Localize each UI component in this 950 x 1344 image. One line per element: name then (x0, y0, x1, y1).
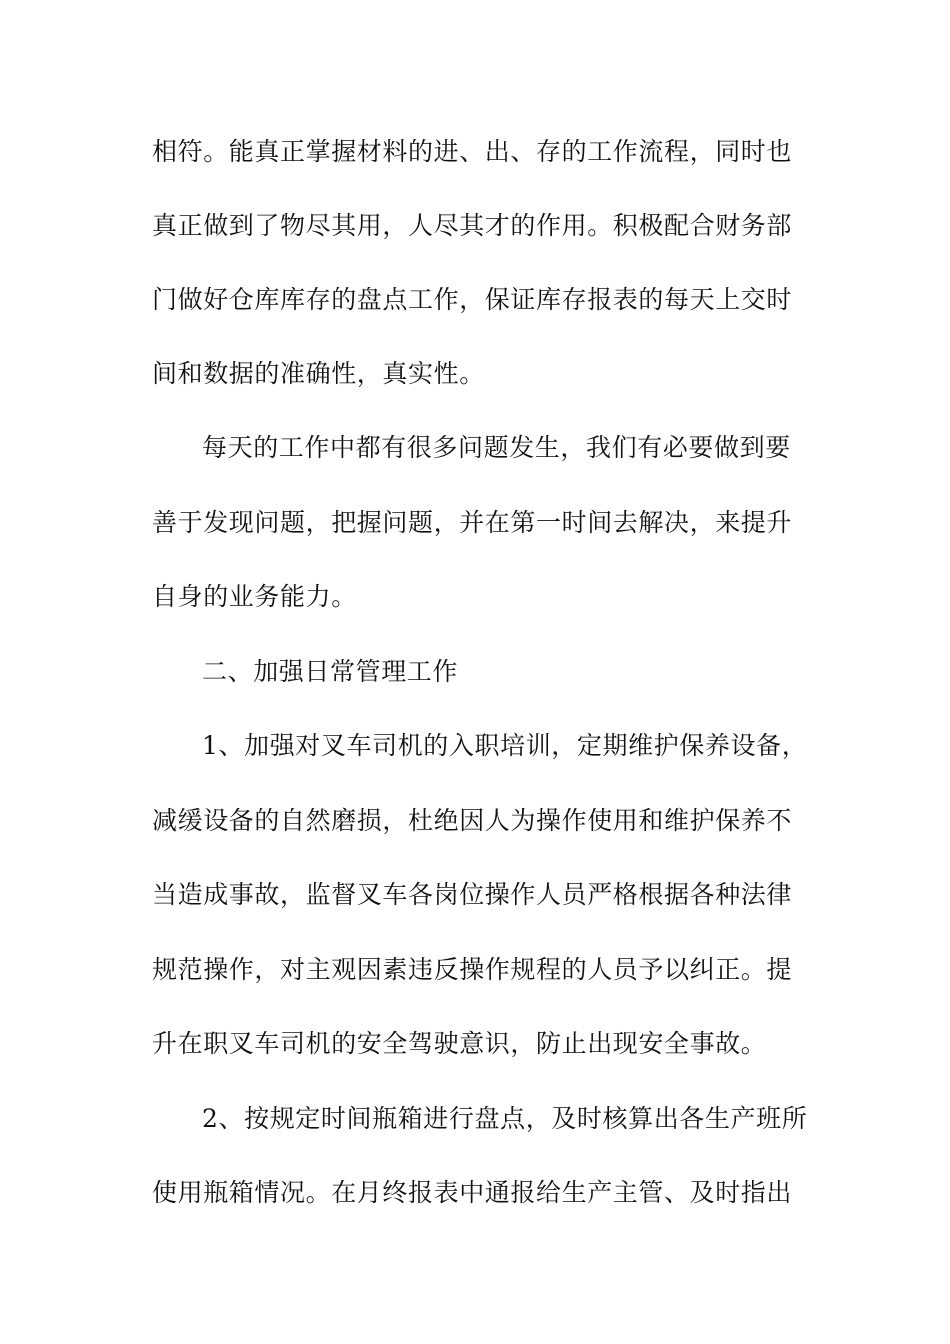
paragraph-line: 2、按规定时间瓶箱进行盘点，及时核算出各生产班所 (202, 1104, 808, 1133)
paragraph-line: 1、加强对叉车司机的入职培训，定期维护保养设备， (202, 731, 808, 760)
paragraph-line: 使用瓶箱情况。在月终报表中通报给生产主管、及时指出 (152, 1178, 793, 1207)
paragraph-line: 真正做到了物尽其用，人尽其才的作用。积极配合财务部 (152, 211, 793, 240)
paragraph-line: 间和数据的准确性，真实性。 (152, 359, 485, 388)
paragraph-line: 相符。能真正掌握材料的进、出、存的工作流程，同时也 (152, 137, 793, 166)
paragraph-line: 自身的业务能力。 (152, 582, 357, 611)
paragraph-line: 规范操作，对主观因素违反操作规程的人员予以纠正。提 (152, 955, 793, 984)
paragraph-line: 每天的工作中都有很多问题发生，我们有必要做到要 (202, 433, 791, 462)
paragraph-line: 善于发现问题，把握问题，并在第一时间去解决，来提升 (152, 508, 793, 537)
paragraph-line: 当造成事故，监督叉车各岗位操作人员严格根据各种法律 (152, 880, 793, 909)
paragraph-line: 升在职叉车司机的安全驾驶意识，防止出现安全事故。 (152, 1029, 767, 1058)
section-heading: 二、加强日常管理工作 (202, 657, 459, 686)
paragraph-line: 减缓设备的自然磨损，杜绝因人为操作使用和维护保养不 (152, 806, 793, 835)
paragraph-line: 门做好仓库库存的盘点工作，保证库存报表的每天上交时 (152, 285, 793, 314)
